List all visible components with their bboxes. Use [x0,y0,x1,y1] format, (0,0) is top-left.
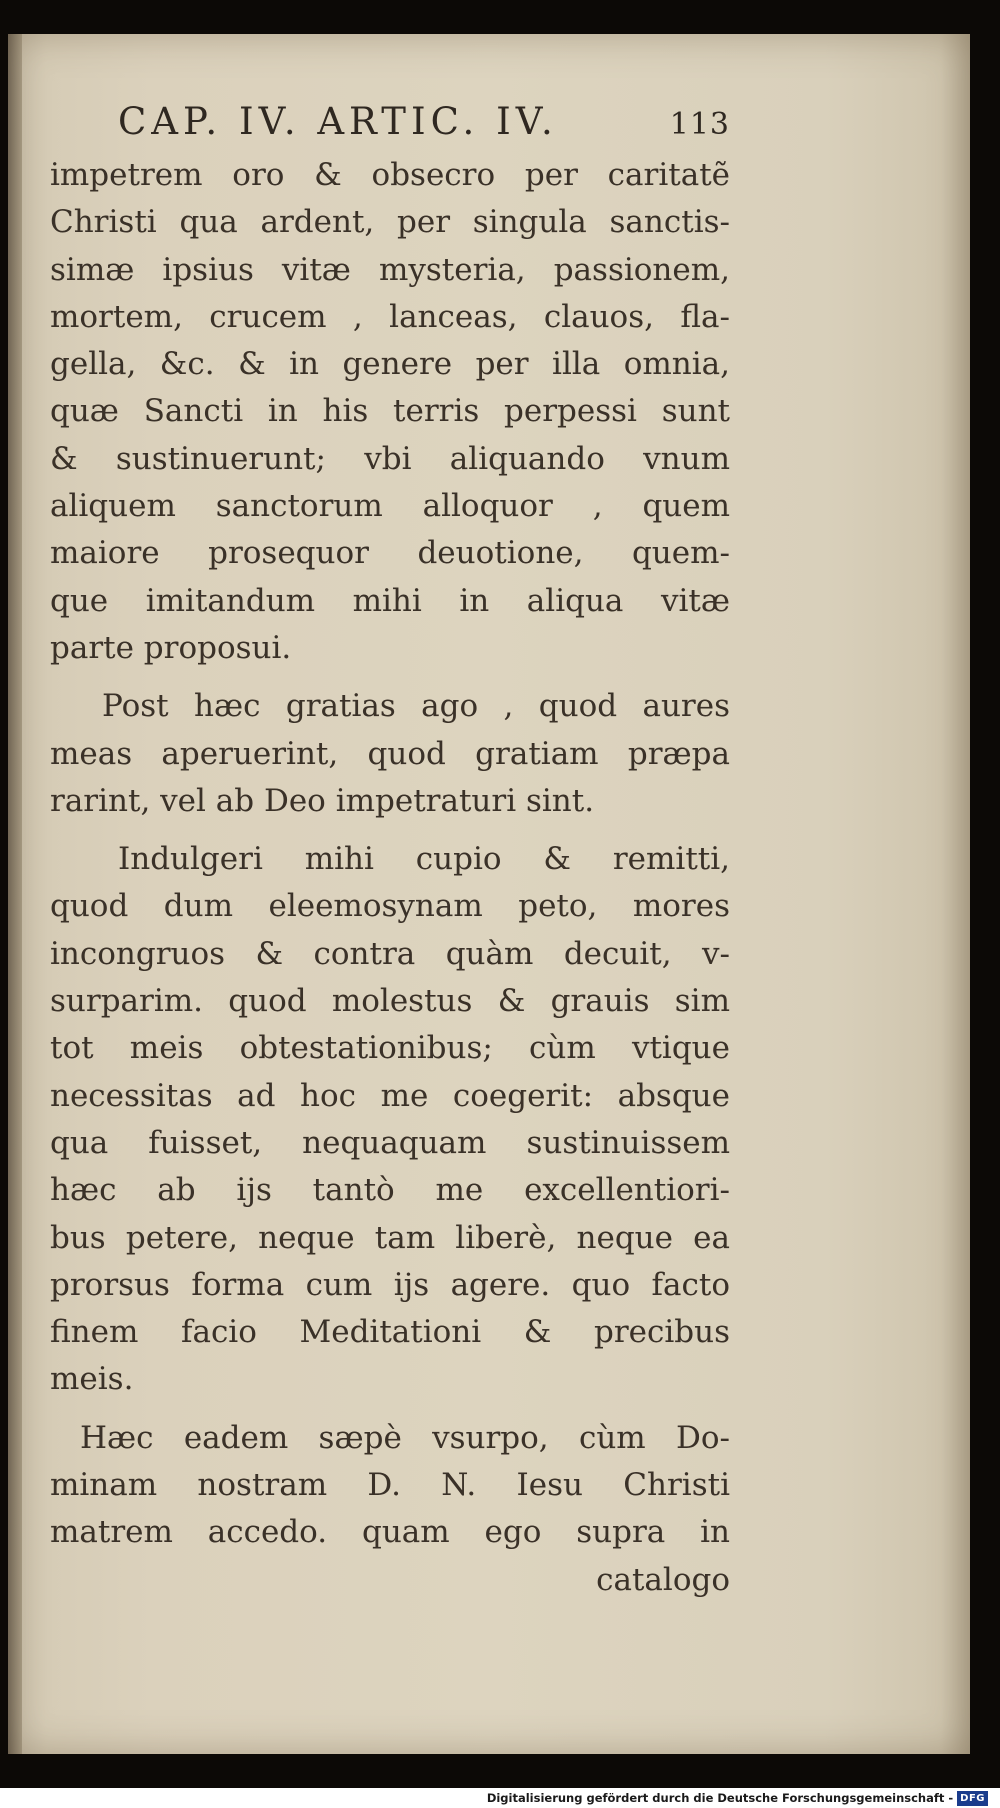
text-line: impetrem oro & obsecro per caritatẽ [50,157,730,193]
text-line: aliquem sanctorum alloquor , quem [50,488,730,525]
text-line: finem facio Meditationi & precibus [50,1314,730,1351]
text-line: minam nostram D. N. Iesu Christi [50,1467,730,1504]
text-line: bus petere, neque tam liberè, neque ea [50,1219,730,1256]
credit-text: Digitalisierung gefördert durch die Deutsche Forschungsgemeinschaft - [486,1791,954,1805]
text-line: prorsus forma cum ijs agere. quo facto [50,1266,730,1303]
text-line: quod dum eleemosynam peto, mores [50,888,730,925]
text-line: meis. [50,1361,134,1398]
text-line: qua fuisset, nequaquam sustinuissem [50,1124,730,1161]
text-line: tot meis obtestationibus; cùm vtique [50,1030,730,1067]
text-line: incongruos & contra quàm decuit, v- [50,935,730,972]
running-title: CAP. IV. ARTIC. IV. [118,100,558,143]
text-line: mortem, crucem , lanceas, clauos, fla- [50,298,730,335]
running-header [118,100,730,152]
page-number: 113 [669,107,730,142]
text-line: necessitas ad hoc me coegerit: absque [50,1077,730,1114]
text-line: parte proposui. [50,629,292,666]
text-line: & sustinuerunt; vbi aliquando vnum [50,440,730,477]
text-line-indented: Indulgeri mihi cupio & remitti, [118,841,730,878]
text-line-indented: Post hæc gratias ago , quod aures [102,688,730,725]
text-line: simæ ipsius vitæ mysteria, passionem, [50,251,730,288]
page-text [50,100,730,1604]
text-line: gella, &c. & in genere per illa omnia, [50,346,730,383]
text-line: surparim. quod molestus & grauis sim [50,983,730,1020]
text-line: quæ Sancti in his terris perpessi sunt [50,393,730,430]
text-line: que imitandum mihi in aliqua vitæ [50,582,730,619]
text-line: meas aperuerint, quod gratiam præpa [50,735,730,772]
paragraph-3 [50,836,730,1404]
binding-edge [8,34,22,1754]
text-line: maiore prosequor deuotione, quem- [50,535,730,572]
catchword: catalogo [596,1561,730,1598]
text-line: hæc ab ijs tantò me excellentiori- [50,1172,730,1209]
paragraph-4 [50,1415,730,1604]
text-line: Christi qua ardent, per singula sanctis- [50,204,730,241]
text-line-indented: Hæc eadem sæpè vsurpo, cùm Do- [80,1419,730,1456]
text-line: matrem accedo. quam ego supra in [50,1514,730,1551]
paragraph-1 [50,152,730,672]
digitization-credit [487,1789,988,1807]
dfg-logo: DFG [957,1791,988,1806]
text-line: rarint, vel ab Deo impetraturi sint. [50,782,595,819]
paragraph-2 [50,683,730,825]
